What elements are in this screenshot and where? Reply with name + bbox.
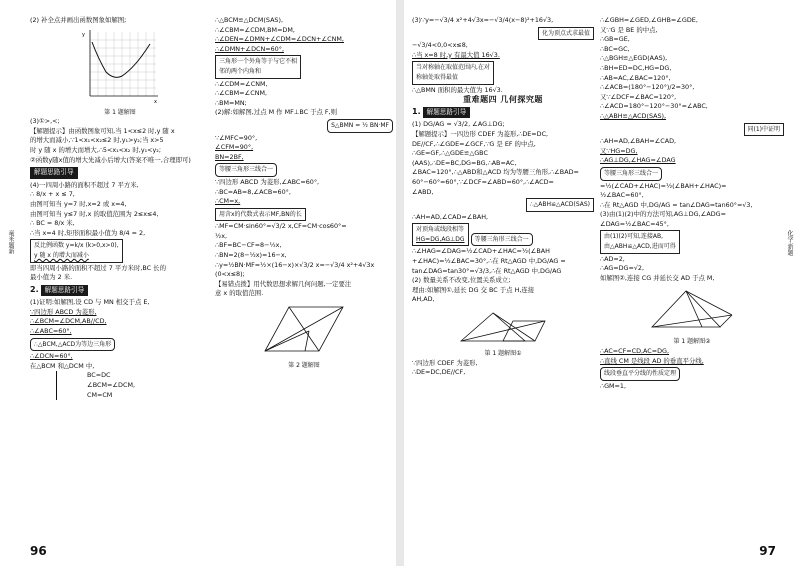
text-line: ∴∠ACD=180°−120°−30°=∠ABC, — [600, 102, 708, 111]
text-line: 在△BCM 和△DCM 中, — [30, 361, 95, 370]
text-line: 即当四周小路的面积不超过 7 平方米时,BC 长的 — [30, 263, 166, 272]
left-column-1 — [30, 16, 210, 536]
annotation-box — [471, 233, 533, 247]
text-line: ∴DE=DC,DE//CF, — [412, 368, 466, 377]
annotation-text: y 随 x 的增大而减小 — [34, 251, 89, 259]
figure-caption: 第 2 题解图 — [288, 362, 320, 370]
text-line: ∴BM=MN; — [215, 98, 247, 107]
text-line: ∴GE=GF,∴△GDE≌△GBC — [412, 149, 488, 158]
text-line: 的增大而减小,∵1<x₁<x₂≤2 时,y₁>y₂;当 x>5 — [30, 136, 164, 145]
text-line: tan∠DAG=tan30°=√3/3,∴在 Rt△AGD 中,DG/AG — [412, 266, 562, 275]
text-line: ∴∠CDM=∠CNM, — [215, 79, 268, 88]
annotation-text: ∴△BCM,△ACD为等边三角形 — [34, 340, 112, 348]
geometry-figure-1a — [453, 307, 553, 347]
text-line: ∴AD=2, — [600, 254, 625, 263]
annotation-box — [215, 55, 301, 78]
annotation-text: 三角形一个外角等于与它不相 — [219, 58, 298, 66]
text-line: ∴BC=AB=8,∠ACB=60°, — [215, 187, 291, 196]
text-line: ∴∠HAG=∠DAG=½∠CAD+∠HAC=½(∠BAH — [412, 247, 550, 256]
question-number: 1. — [412, 106, 421, 116]
text-line: ∴y=½BN·MF=½×(16−x)×√3/2 x=−√3/4 x²+4√3x — [215, 260, 375, 269]
annotation-box — [412, 223, 469, 246]
side-label: 毫米题新 — [7, 230, 14, 254]
text-line: ∴GB=GE, — [600, 35, 630, 44]
annotation-box — [600, 367, 680, 381]
annotation-text: HG=DG,AG⊥DG — [416, 235, 465, 243]
annotation-box — [215, 163, 277, 177]
equation: ∠BCM=∠DCM, — [87, 381, 135, 390]
right-page — [400, 0, 800, 566]
text-line: ∠DAG=½∠BAC=45°, — [600, 219, 669, 228]
text-line: ∠BAC=120°,∴△ABD和△ACD 均为等腰三角形,∴∠BAD= — [412, 168, 579, 177]
annotation-text: 线段垂直平分线的性质定理 — [604, 370, 677, 378]
text-line: ∵四边形 ABCD 为菱形,∠ABC=60°, — [215, 177, 320, 186]
text-line: ∴MF=CM·sin60°=√3/2 x,CF=CM·cos60°= — [215, 222, 347, 231]
text-line: (2) 数量关系不改变,位置关系成立; — [412, 276, 511, 285]
text-line: =½(∠CAD+∠HAC)=½(∠BAH+∠HAC)= — [600, 181, 727, 190]
text-line: (3)①>,<; — [30, 117, 60, 126]
text-line: ∴AG=DG=√2, — [600, 264, 645, 273]
side-label: 化学·新题 — [786, 230, 793, 256]
text-line: 如解图②,连接 CG 并延长交 AD 于点 M, — [600, 273, 715, 282]
text-line: ∴∠BCM=∠DCM,AB//CD, — [30, 317, 107, 326]
figure-caption: 第 1 题解图① — [484, 350, 522, 358]
guide-label: 解题思路引导 — [423, 107, 471, 119]
annotation-box — [600, 230, 680, 253]
text-line: (3)由(1)(2)中的方法可知,AG⊥DG,∠ADG= — [600, 210, 726, 219]
equation-system — [56, 371, 210, 400]
annotation-box — [30, 338, 115, 352]
annotation-text: 等腰三角形三线合一 — [219, 166, 274, 174]
annotation-text: 由(1)(2)可知,连接AB, — [604, 233, 664, 241]
text-line: ∵四边形 CDEF 为菱形, — [412, 358, 478, 367]
text-line: DE//CF,∴∠GDE=∠GCF,∵G 是 EF 的中点, — [412, 139, 536, 148]
annotation-text: 等腰三角形三线合一 — [474, 235, 529, 243]
text-line: (2)解:如解图,过点 M 作 MF⊥BC 于点 F,则 — [215, 108, 338, 117]
text-line: ½∠BAC=60°, — [600, 191, 644, 200]
text-line: ∴∠DEN=∠DMN+∠CDM=∠DCN+∠CNM, — [215, 35, 344, 44]
text-line: −√3/4<0,0<x≤8, — [412, 41, 468, 50]
equation: BC=DC — [87, 371, 111, 380]
annotation-text: 反比例函数 y=k/x (k>0,x>0), — [34, 242, 119, 250]
annotation-text: 邻的两个内角和 — [219, 67, 262, 75]
text-line: 时 y 随 x 的增大而增大,∴5<x₁<x₂ 时,y₁<y₂; — [30, 145, 162, 154]
text-line: 【解题提示】由函数图象可知,当 1<x≤2 时,y 随 x — [30, 126, 175, 135]
text-line: 又∵∠DCF=∠BAC=120°, — [600, 92, 677, 101]
function-graph-figure — [80, 28, 160, 106]
text-line: (1) DG/AG = √3/2, ∠AG⊥DG; — [412, 120, 505, 129]
equation: CM=CM — [87, 390, 113, 399]
annotation-text: 对顶角或线段相等 — [416, 226, 465, 234]
annotation-box: 同(1)中证明 — [744, 123, 785, 137]
text-line: ½x, — [215, 231, 228, 240]
section-title: 重难题四 几何探究题 — [463, 95, 543, 105]
text-line: 最小值为 2 米. — [30, 273, 73, 282]
text-line: ∴BF=BC−CF=8−½x, — [215, 241, 282, 250]
text-line: ∴△BMN 面积的最大值为 16√3. — [412, 85, 503, 94]
annotation-box — [412, 61, 494, 84]
geometry-figure-2 — [259, 301, 349, 359]
text-line: ②函数y随x值的增大先减小后增大(答案不唯一,合理即可) — [30, 155, 191, 164]
text-line: ∴∠DMN+∠DCN=60°, — [215, 44, 284, 53]
guide-label: 解题思路引导 — [30, 167, 78, 179]
text-line: ∴∠DCN=60°, — [30, 352, 73, 361]
text-line: ∴AB=AC,∠BAC=120°, — [600, 73, 671, 82]
text-line: +∠HAC)=½∠BAC=30°,∴在 Rt△AGD 中,DG/AG = — [412, 257, 566, 266]
text-line: (2) 补全点并画出函数图象如解图; — [30, 16, 127, 24]
text-line: (AAS),∴DE=BC,DG=BG,∴AB=AC, — [412, 158, 517, 167]
text-line: ∴∠CBM=∠CDM,BM=DM, — [215, 25, 295, 34]
annotation-box — [215, 208, 306, 222]
annotation-box — [30, 239, 123, 262]
text-line: ∴AG⊥DG,∠HAG=∠DAG — [600, 156, 676, 165]
text-line: ∴∠GBH=∠GED,∠GHB=∠GDE, — [600, 16, 698, 24]
text-line: 【解题提示】一四边形 CDEF 为菱形,∴DE=DC, — [412, 129, 549, 138]
text-line: (0<x≤8); — [215, 270, 245, 279]
text-line: ∴△BCM≌△DCM(SAS), — [215, 16, 284, 24]
text-line: ∴GM=1, — [600, 381, 626, 390]
text-line: 又∵HG=DG, — [600, 146, 638, 155]
geometry-figure-1b — [642, 285, 742, 335]
right-column-2 — [600, 16, 784, 536]
figure-caption: 第 1 题解图② — [673, 338, 711, 346]
annotation-text: 由△ABH≌△ACD,进而可得 — [604, 243, 676, 251]
text-line: (3)∵y=−√3/4 x²+4√3x=−√3/4(x−8)²+16√3, — [412, 16, 554, 24]
text-line: 60°−60°=60°,∵∠DCF=∠ABD=60°,∴∠ACD= — [412, 177, 554, 186]
text-line: ∴ BC = 8/x 米, — [30, 219, 75, 228]
text-line: AH,AD, — [412, 295, 435, 304]
annotation-text: 等腰三角形三线合一 — [604, 169, 659, 177]
text-line: 理由:如解图①,延长 DG 交 BC 于点 H,连接 — [412, 285, 535, 294]
text-line: 【易错点拨】用代数思想求解几何问题,一定要注 — [215, 279, 352, 288]
text-line: ∴△ABH≌△ACD(SAS), — [600, 111, 667, 120]
annotation-text: 当对称轴在取值范围内,在对 — [416, 64, 490, 72]
text-line: (4)一四周小路的面积不超过 7 平方米, — [30, 180, 139, 189]
guide-label: 解题思路引导 — [41, 285, 89, 297]
text-line: ∴BC=GC, — [600, 44, 630, 53]
text-line: ∠CFM=90°, — [215, 143, 254, 152]
text-line: ∴ 8/x + x ≤ 7, — [30, 190, 75, 199]
text-line: ∴∠ABC=60°, — [30, 327, 72, 336]
text-line: ∵∠MFC=90°, — [215, 133, 258, 142]
annotation-text: 称轴处取得最值 — [416, 73, 459, 81]
text-line: ∴BN=2(8−½x)=16−x, — [215, 251, 287, 260]
annotation-box — [600, 167, 662, 181]
formula-box: S△BMN = ½ BN·MF — [327, 119, 393, 133]
text-line: 由图可知当 y≤7 时,x 的取值范围为 2≤x≤4, — [30, 209, 159, 218]
right-column-1 — [412, 16, 594, 541]
text-line: ∴△BGH≌△EGD(AAS), — [600, 54, 668, 63]
svg-text:y: y — [82, 31, 85, 38]
annotation-box: ∴△ABH≌△ACD(SAS) — [526, 198, 594, 212]
text-line: ∵四边形 ABCD 为菱形, — [30, 307, 97, 316]
text-line: ∴AC=CF=CD,AC=DG, — [600, 347, 670, 356]
text-line: ∴CM=x, — [215, 197, 241, 206]
text-line: ∴当 x=4 时,矩形面积最小值为 8/4 = 2, — [30, 228, 146, 237]
page-number: 97 — [759, 544, 776, 558]
text-line: BN=2BF, — [215, 152, 244, 161]
text-line: ∴AH=AD,∠CAD=∠BAH, — [412, 212, 489, 221]
annotation-text: 用含x的代数式表示MF,BN的长 — [219, 210, 302, 218]
figure-caption: 第 1 题解图 — [104, 108, 136, 116]
text-line: ∠ABD, — [412, 187, 434, 196]
left-column-2 — [215, 16, 393, 536]
text-line: ∴在 Rt△AGD 中,DG/AG = tan∠DAG=tan60°=√3, — [600, 200, 753, 209]
text-line: ∴直线 CM 是线段 AD 的垂直平分线, — [600, 356, 704, 365]
text-line: ∴∠ACB=(180°−120°)/2=30°, — [600, 83, 695, 92]
question-number: 2. — [30, 284, 39, 294]
text-line: ∴∠CBM=∠CNM, — [215, 89, 268, 98]
page-number: 96 — [30, 544, 47, 558]
annotation-box: 化为顶点式求最值 — [538, 27, 594, 41]
text-line: 由图可知当 y=7 时,x=2 或 x=4, — [30, 199, 127, 208]
text-line: 意 x 的取值范围. — [215, 289, 264, 298]
text-line: ∴BH=ED=DC,HG=DG, — [600, 63, 672, 72]
text-line: ∴AH=AD,∠BAH=∠CAD, — [600, 137, 677, 146]
text-line: 又∵G 是 BE 的中点, — [600, 25, 658, 34]
svg-text:x: x — [154, 98, 157, 105]
text-line: ∴当 x=8 时,y 有最大值 16√3. — [412, 50, 500, 59]
text-line: (1)证明:如解图,设 CD 与 MN 相交于点 E, — [30, 298, 150, 307]
